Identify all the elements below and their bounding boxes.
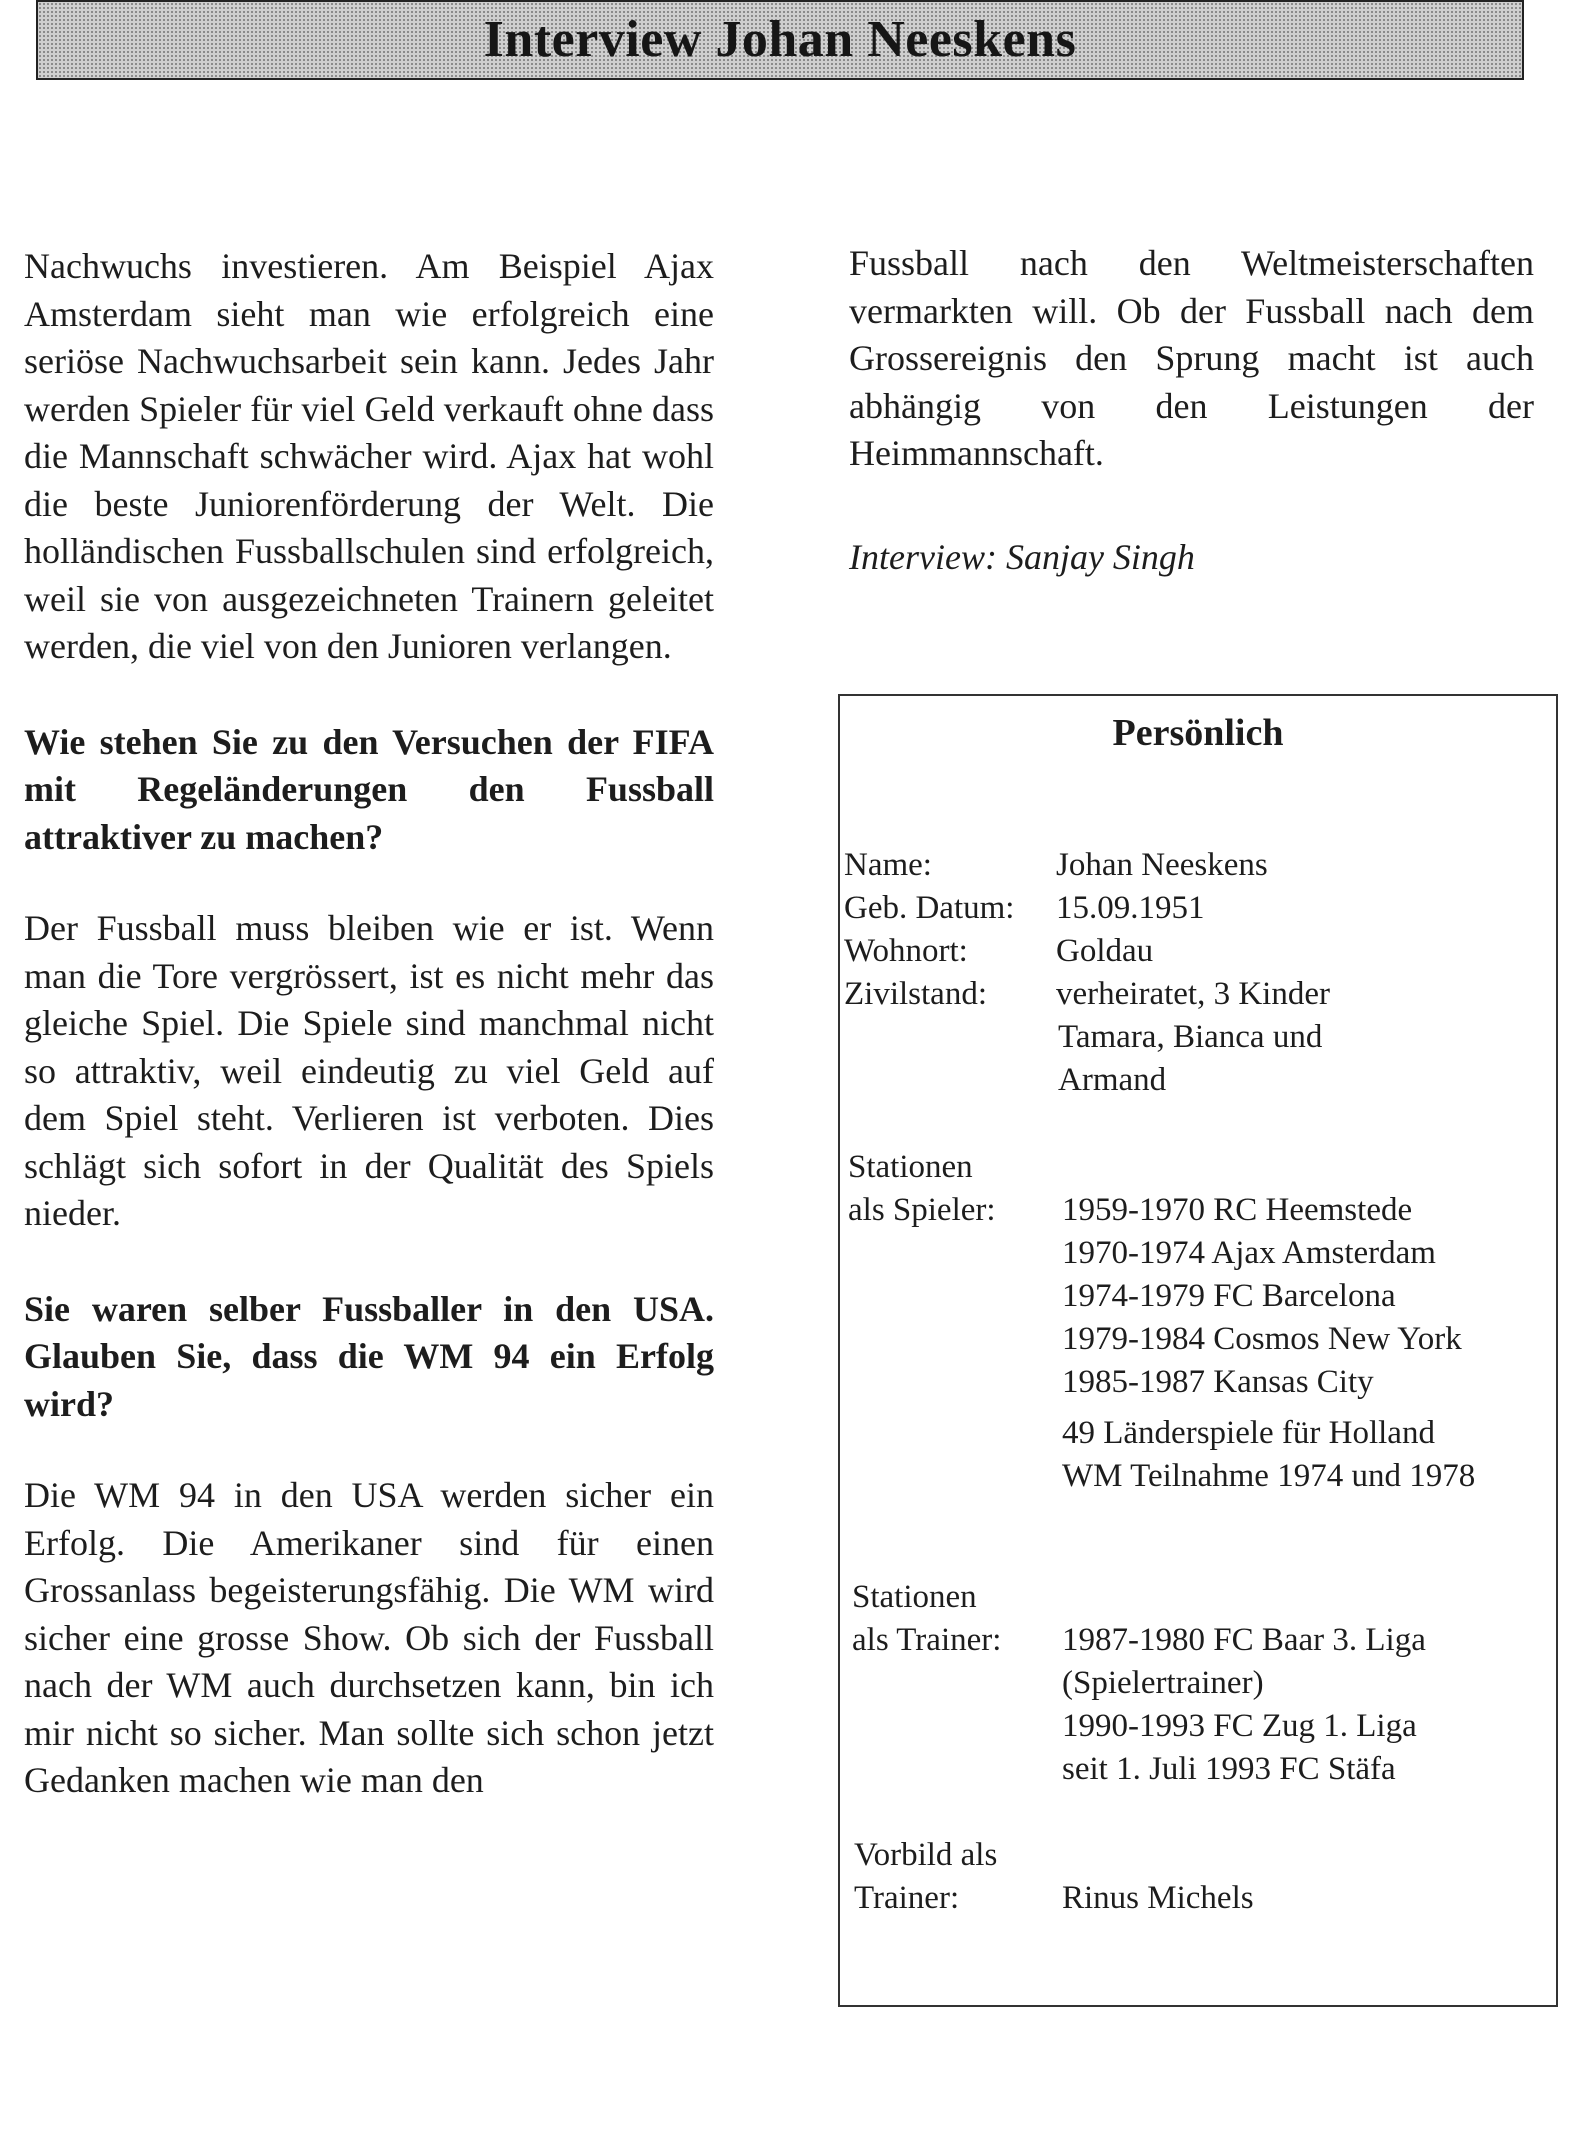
answer-paragraph: Fussball nach den Weltmeisterschaften vermarkten will. Ob der Fussball nach dem Grossereignis den Sprung macht ist auch abhängig von den Leistungen der Heimmannschaft. [849, 243, 1534, 473]
answer-paragraph: Die WM 94 in den USA werden sicher ein Erfolg. Die Amerikaner sind für einen Grossanlass begeisterungsfähig. Die WM wird sicher eine grosse Show. Ob sich der Fussball nach der WM auch durchsetzen kann, bin ich mir nicht so sicher. Man sollte sich schon jetzt Gedanken machen wie man den [24, 1475, 714, 1800]
role-model-section [840, 1834, 1550, 1924]
residence-row [840, 930, 1550, 973]
question-paragraph: Sie waren selber Fussballer in den USA. Glauben Sie, dass die WM 94 ein Erfolg wird? [24, 1288, 714, 1424]
question-paragraph: Wie stehen Sie zu den Versuchen der FIFA mit Regeländerungen den Fussball attraktiver zu machen? [24, 721, 714, 857]
player-station: 1970-1974 Ajax Amsterdam [1062, 1235, 1436, 1271]
coach-label-line: Stationen [852, 1579, 977, 1615]
role-model-value: Rinus Michels [1062, 1880, 1254, 1916]
player-extra: WM Teilnahme 1974 und 1978 [1062, 1458, 1476, 1494]
civil-value-line: verheiratet, 3 Kinder [1056, 976, 1330, 1012]
player-label-line: Stationen [848, 1149, 973, 1185]
answer-paragraph: Nachwuchs investieren. Am Beispiel Ajax Amsterdam sieht man wie erfolgreich eine seriöse Nachwuchsarbeit sein kann. Jedes Jahr werden Spieler für viel Geld verkauft ohne dass die Mannschaft schwächer wird. Ajax hat wohl die beste Juniorenförderung der Welt. Die holländischen Fussballschulen sind erfolgreich, weil sie von ausgezeichneten Trainern geleitet werden, die viel von den Junioren verlangen. [24, 246, 714, 666]
player-stations-section [840, 1146, 1550, 1546]
name-label: Name: [844, 847, 932, 883]
coach-station: 1987-1980 FC Baar 3. Liga [1062, 1622, 1426, 1658]
player-station: 1985-1987 Kansas City [1062, 1364, 1374, 1400]
civil-status-row [840, 973, 1550, 1103]
residence-label: Wohnort: [844, 933, 968, 969]
right-column [849, 240, 1534, 581]
coach-station: 1990-1993 FC Zug 1. Liga [1062, 1708, 1417, 1744]
answer-paragraph: Der Fussball muss bleiben wie er ist. Wenn man die Tore vergrössert, ist es nicht mehr das gleiche Spiel. Die Spiele sind manchmal nicht so attraktiv, weil eindeutig zu viel Geld auf dem Spiel steht. Verlieren ist verboten. Dies schlägt sich sofort in der Qualität des Spiels nieder. [24, 908, 714, 1233]
player-label-line: als Spieler: [848, 1192, 996, 1228]
role-model-label-line: Vorbild als [854, 1837, 998, 1873]
player-extra: 49 Länderspiele für Holland [1062, 1415, 1435, 1451]
box-title: Persönlich [1112, 712, 1284, 754]
birth-label: Geb. Datum: [844, 890, 1015, 926]
civil-value-line: Armand [1058, 1062, 1167, 1098]
birth-row [840, 887, 1550, 930]
coach-station: (Spielertrainer) [1062, 1665, 1264, 1701]
residence-value: Goldau [1056, 933, 1154, 969]
civil-label: Zivilstand: [844, 976, 987, 1012]
title-banner [36, 0, 1524, 80]
name-row [840, 844, 1550, 887]
coach-station: seit 1. Juli 1993 FC Stäfa [1062, 1751, 1396, 1787]
player-station: 1974-1979 FC Barcelona [1062, 1278, 1396, 1314]
personal-info-box [838, 694, 1558, 2007]
birth-value: 15.09.1951 [1056, 890, 1205, 926]
name-value: Johan Neeskens [1056, 847, 1268, 883]
coach-label-line: als Trainer: [852, 1622, 1002, 1658]
page-title: Interview Johan Neeskens [483, 11, 1077, 68]
player-station: 1959-1970 RC Heemstede [1062, 1192, 1413, 1228]
left-column [24, 243, 714, 1805]
role-model-label-line: Trainer: [854, 1880, 960, 1916]
coach-stations-section [840, 1576, 1550, 1796]
player-station: 1979-1984 Cosmos New York [1062, 1321, 1462, 1357]
civil-value-line: Tamara, Bianca und [1058, 1019, 1323, 1055]
interview-byline: Interview: Sanjay Singh [849, 536, 1195, 577]
